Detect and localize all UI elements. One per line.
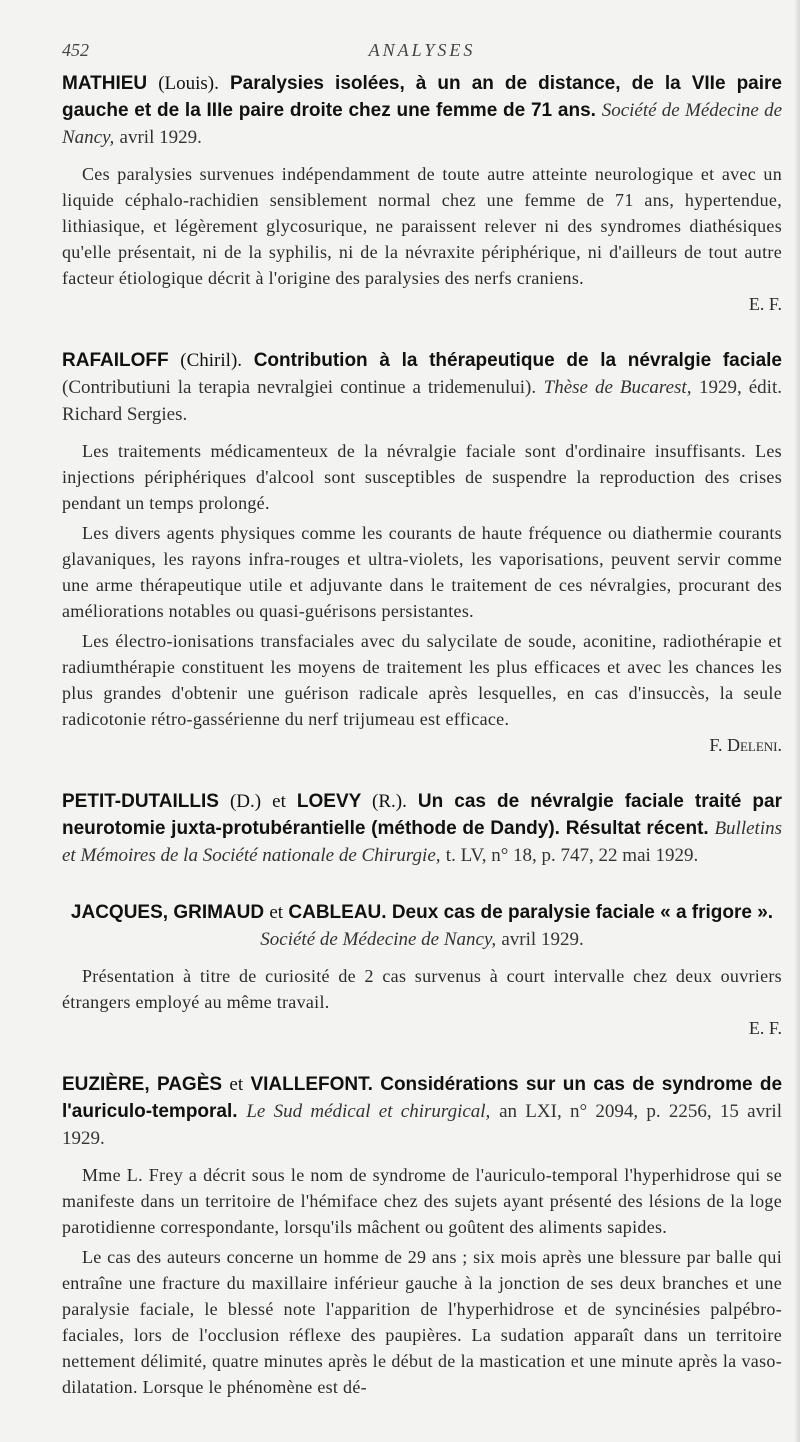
entry-paragraph: Ces paralysies survenues indépendamment de toute autre atteinte neurologique et avec un liquide céphalo-rachidien sensiblement normal chez une femme de 71 ans, hypertendue, lithiasique, et légèrement glycosurique, ne paraissent relever ni des syndromes diathésiques qu'elle présentait, ni de la syphilis, ni de la névraxite périphérique, ni d'ailleurs de tout autre facteur étiologique décrit à l'origine des paralysies des nerfs craniens. xyxy=(62,164,782,288)
page xyxy=(62,40,782,1400)
entry-title: Deux cas de paralysie faciale « a frigore ». xyxy=(391,902,774,923)
entry-paragraph: Les traitements médicamenteux de la névralgie faciale sont d'ordinaire insuffisants. Les injections périphériques d'alcool sont susceptibles de suspendre la reproduction des crises pendant un temps prolongé. xyxy=(62,441,782,513)
entry-authors: MATHIEU xyxy=(62,73,148,94)
entry-paragraph: Le cas des auteurs concerne un homme de 29 ans ; six mois après une blessure par balle qui entraîne une fracture du maxillaire inférieur gauche à la jonction de ses deux branches et une paralysie faciale, le blessé note l'apparition de l'hyperhidrose et de syncinésies palpébro-faciales, lors de l'occlusion réflexe des paupières. La sudation apparaît dans un territoire nettement délimité, quatre minutes après le début de la mastication et une minute après la vaso-dilatation. Lorsque le phénomène est dé- xyxy=(62,1247,782,1397)
running-header xyxy=(62,40,782,70)
entry-authors: PETIT-DUTAILLIS xyxy=(62,791,219,812)
entry-authors: EUZIÈRE, PAGÈS xyxy=(62,1074,223,1095)
entry-authors: JACQUES, GRIMAUD xyxy=(70,902,265,923)
entry-title: Paralysies isolées, à un an de distance, de la VIIe paire gauche et de la IIIe paire droite chez une femme de 71 ans. xyxy=(62,73,782,121)
entry-authors-2: LOEVY xyxy=(296,791,361,812)
entry-paragraph: Présentation à titre de curiosité de 2 cas survenus à court intervalle chez deux ouvriers étrangers employé au même travail. xyxy=(62,966,782,1012)
entry-citation: 1929, édit. Richard Sergies. xyxy=(62,377,782,425)
entry-signature: F. Deleni. xyxy=(709,735,782,755)
entry-euziere xyxy=(62,1071,782,1400)
entry-author-first: (Louis). xyxy=(158,73,219,94)
entry-title: Contribution à la thérapeutique de la névralgie faciale xyxy=(253,350,782,371)
entry-heading xyxy=(62,1071,782,1152)
entry-connector: et xyxy=(229,1074,244,1095)
entry-heading xyxy=(62,788,782,869)
entry-title: Considérations sur un cas de syndrome de l'auriculo-temporal. xyxy=(62,1074,783,1122)
entry-rafailoff xyxy=(62,347,782,758)
entry-jacques xyxy=(62,899,782,1041)
entry-petit-dutaillis xyxy=(62,788,782,869)
entry-authors-2: CABLEAU. xyxy=(288,902,387,923)
entry-paragraph: Les électro-ionisations transfaciales avec du salycilate de soude, aconitine, radiothérapie et radiumthérapie constituent les moyens de traitement les plus efficaces et avec les chances les plus grandes d'obtenir une guérison radicale après lesquelles, en cas d'insuccès, la seule radicotonie rétro-gassérienne du nerf trijumeau est efficace. xyxy=(62,631,782,729)
entry-citation: avril 1929. xyxy=(501,929,584,950)
entry-heading xyxy=(62,347,782,428)
entry-citation: t. LV, n° 18, p. 747, 22 mai 1929. xyxy=(445,845,699,866)
entry-connector: et xyxy=(272,791,286,812)
entry-signature: E. F. xyxy=(748,294,782,314)
entry-subtitle: (Contributiuni la terapia nevralgiei continue a tridemenului). xyxy=(62,377,537,398)
page-edge-shadow xyxy=(794,0,800,1442)
entry-title: Un cas de névralgie faciale traité par neurotomie juxta-protubérantielle (méthode de Dandy). Résultat récent. xyxy=(62,791,782,839)
entry-author2-first: (R.). xyxy=(372,791,407,812)
entry-citation: avril 1929. xyxy=(119,127,202,148)
running-title: ANALYSES xyxy=(368,40,476,60)
entry-source: Société de Médecine de Nancy, xyxy=(62,100,783,148)
entry-paragraph: Mme L. Frey a décrit sous le nom de syndrome de l'auriculo-temporal l'hyperhidrose qui se manifeste dans un territoire de l'hémiface chez des sujets ayant présenté des lésions de la loge parotidienne correspondante, lorsqu'ils mâchent ou goûtent des aliments sapides. xyxy=(62,1165,782,1237)
entry-paragraph: Les divers agents physiques comme les courants de haute fréquence ou diathermie courants glavaniques, les rayons infra-rouges et ultra-violets, les vaporisations, peuvent servir comme une arme thérapeutique utile et adjuvante dans le traitement de ces névralgies, procurant des améliorations notables ou quasi-guérisons persistantes. xyxy=(62,523,782,621)
entry-connector: et xyxy=(269,902,284,923)
page-number: 452 xyxy=(62,40,89,60)
entry-authors-2: VIALLEFONT. xyxy=(250,1074,373,1095)
entry-source: Le Sud médical et chirurgical, xyxy=(246,1101,491,1122)
entry-author-first: (Chiril). xyxy=(180,350,243,371)
entry-source: Thèse de Bucarest, xyxy=(543,377,692,398)
entry-source: Société de Médecine de Nancy, xyxy=(260,929,497,950)
entry-author-first: (D.) xyxy=(229,791,262,812)
entry-signature: E. F. xyxy=(748,1018,782,1038)
entry-heading xyxy=(62,899,782,953)
entry-heading xyxy=(62,70,782,151)
entry-authors: RAFAILOFF xyxy=(62,350,169,371)
entry-source: Bulletins et Mémoires de la Société nationale de Chirurgie, xyxy=(62,818,782,866)
entry-citation: an LXI, n° 2094, p. 2256, 15 avril 1929. xyxy=(62,1101,782,1149)
entry-mathieu xyxy=(62,70,782,317)
